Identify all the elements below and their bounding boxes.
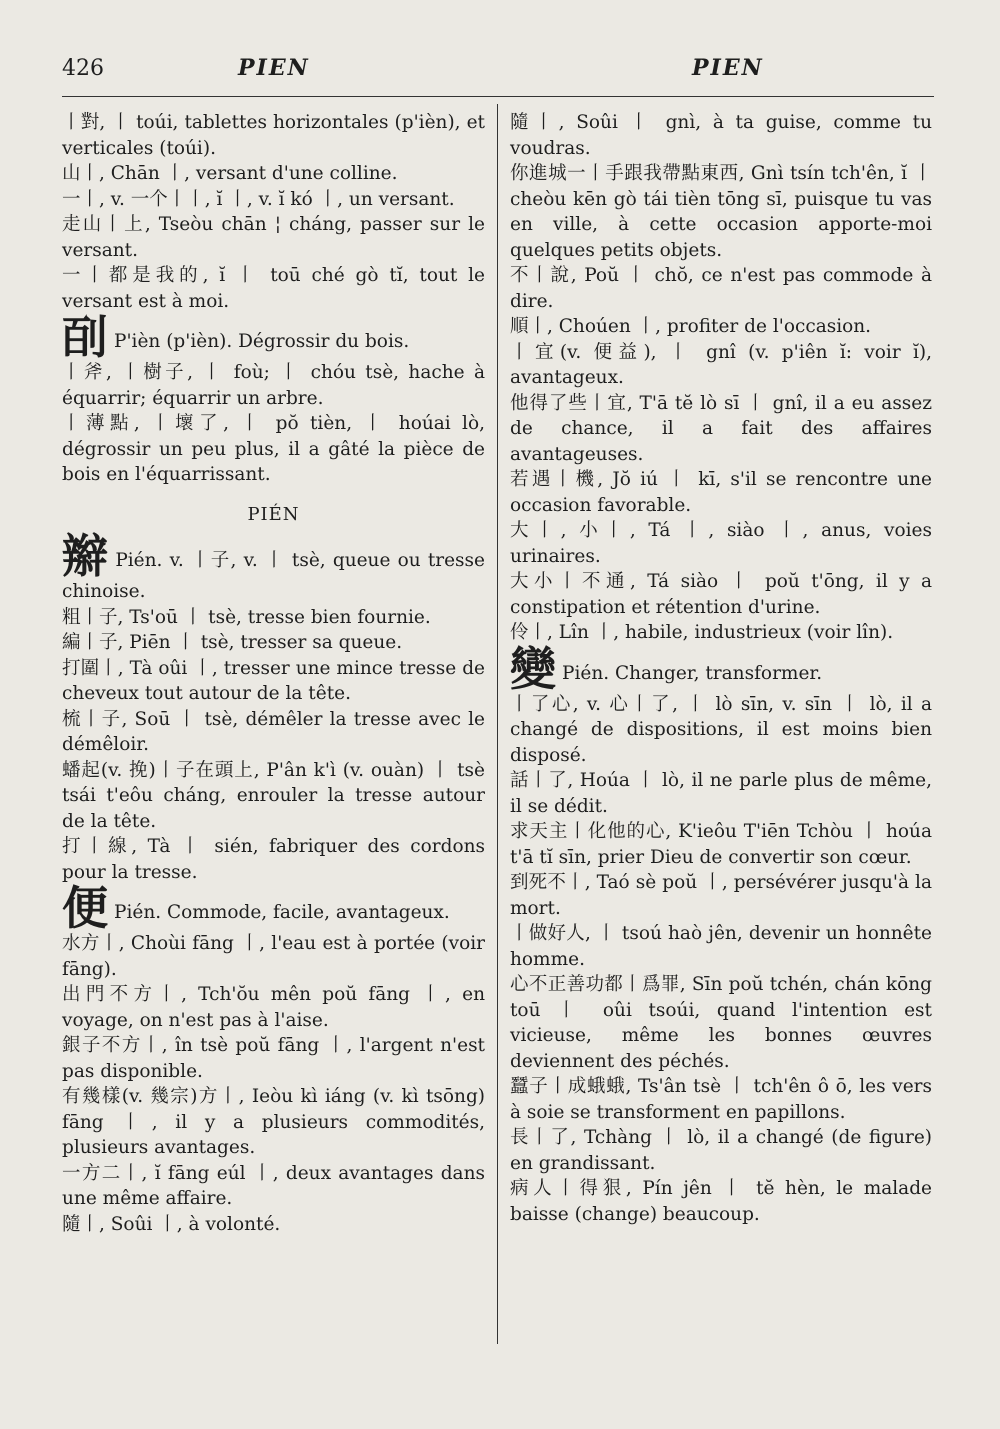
headword-entry xyxy=(62,881,485,935)
dictionary-entry: 一丨, v. 一个丨丨, ĭ 丨, v. ĭ kó 丨, un versant. xyxy=(62,188,455,210)
section-heading: PIÉN xyxy=(247,503,300,525)
left-column xyxy=(62,110,485,1237)
dictionary-entry: 話丨了, Hoúa 丨 lò, il ne parle plus de même, il se dédit. xyxy=(510,770,932,817)
dictionary-entry: 打圍丨, Tà oûi 丨, tresser une mince tresse de cheveux tout autour de la tête. xyxy=(62,657,485,704)
dictionary-entry: 一丨都是我的, ĭ 丨 toū ché gò tĭ, tout le versant est à moi. xyxy=(62,265,485,312)
headword-character: 辮 xyxy=(62,529,110,583)
page-number: 426 xyxy=(62,56,104,81)
page-header xyxy=(0,52,1000,88)
dictionary-entry: 梳丨子, Soū 丨 tsè, démêler la tresse avec le démêloir. xyxy=(62,708,485,755)
dictionary-entry: 隨丨, Soûi 丨 gnì, à ta guise, comme tu voudras. xyxy=(510,112,932,159)
right-column xyxy=(510,110,932,1227)
dictionary-entry: 順丨, Choúen 丨, profiter de l'occasion. xyxy=(510,316,872,337)
dictionary-entry: 伶丨, Lîn 丨, habile, industrieux (voir lîn). xyxy=(510,622,894,643)
dictionary-entry: 丨了心, v. 心丨了, 丨 lò sīn, v. sīn 丨 lò, il a changé de dispositions, il est moins bien disposé. xyxy=(510,693,932,766)
dictionary-entry: 粗丨子, Ts'oū 丨 tsè, tresse bien fournie. xyxy=(62,606,431,628)
dictionary-entry: 到死不丨, Taó sè poŭ 丨, persévérer jusqu'à la mort. xyxy=(510,872,932,919)
headword-definition: Pién. Changer, transformer. xyxy=(562,662,823,684)
dictionary-entry: 一方二丨, ĭ fāng eúl 丨, deux avantages dans une même affaire. xyxy=(62,1162,485,1209)
dictionary-entry: 他得了些丨宜, T'ā tĕ lò sī 丨 gnî, il a eu assez de chance, il a fait des affaires avantageuses. xyxy=(510,392,932,465)
dictionary-entry: 丨對, 丨 toúi, tablettes horizontales (p'ièn), et verticales (toúi). xyxy=(62,112,485,159)
dictionary-entry: 有幾樣(v. 幾宗)方丨, Ieòu kì iáng (v. kì tsōng) fāng 丨, il y a plusieurs commodités, plusieurs avantages. xyxy=(62,1086,485,1158)
header-rule xyxy=(62,96,934,97)
dictionary-entry: 銀子不方丨, în tsè poŭ fāng 丨, l'argent n'est pas disponible. xyxy=(62,1035,485,1082)
running-head-right: PIEN xyxy=(692,55,764,81)
dictionary-entry: 長丨了, Tchàng 丨 lò, il a changé (de figure) en grandissant. xyxy=(510,1127,932,1174)
headword-entry xyxy=(62,529,485,605)
dictionary-entry: 打丨線, Tà 丨 sién, fabriquer des cordons pour la tresse. xyxy=(62,836,485,883)
dictionary-entry: 丨薄點, 丨壞了, 丨 pŏ tièn, 丨 hoúai lò, dégrossir un peu plus, il a gâté la pièce de bois en l'équarrissant. xyxy=(62,413,485,485)
dictionary-entry: 蠶子丨成蛾蛾, Ts'ân tsè 丨 tch'ên ô ō, les vers à soie se transforment en papillons. xyxy=(510,1076,932,1123)
dictionary-entry: 蟠起(v. 挽)丨子在頭上, P'ân k'ì (v. ouàn) 丨 tsè tsái t'eôu cháng, enrouler la tresse autour de la tête. xyxy=(62,759,485,832)
dictionary-entry: 丨做好人, 丨 tsoú haò jên, devenir un honnête homme. xyxy=(510,923,932,970)
dictionary-entry: 病人丨得狠, Pín jên 丨 tĕ hèn, le malade baisse (change) beaucoup. xyxy=(510,1178,932,1225)
dictionary-entry: 丨斧, 丨樹子, 丨 foù; 丨 chóu tsè, hache à équarrir; équarrir un arbre. xyxy=(62,362,485,409)
dictionary-entry: 山丨, Chān 丨, versant d'une colline. xyxy=(62,163,398,184)
dictionary-entry: 水方丨, Choùi fāng 丨, l'eau est à portée (voir fāng). xyxy=(62,933,485,980)
headword-definition: P'ièn (p'ièn). Dégrossir du bois. xyxy=(114,331,410,352)
dictionary-entry: 不丨說, Poŭ 丨 chŏ, ce n'est pas commode à dire. xyxy=(510,265,932,312)
dictionary-entry: 大丨, 小丨, Tá 丨, siào 丨, anus, voies urinaires. xyxy=(510,520,932,567)
headword-definition: Pién. v. 丨子, v. 丨 tsè, queue ou tresse chinoise. xyxy=(62,550,485,602)
dictionary-entry: 走山丨上, Tseòu chān ¦ cháng, passer sur le versant. xyxy=(62,214,485,261)
headword-character: 變 xyxy=(510,641,556,696)
headword-entry xyxy=(510,641,932,696)
dictionary-entry: 丨宜(v. 便益), 丨 gnî (v. p'iên ĭ: voir ĭ), avantageux. xyxy=(510,341,932,388)
headword-entry xyxy=(62,310,485,364)
dictionary-entry: 求天主丨化他的心, K'ieôu T'iēn Tchòu 丨 hoúa t'ā tĭ sīn, prier Dieu de convertir son cœur. xyxy=(510,821,932,868)
column-divider xyxy=(497,104,498,1344)
dictionary-entry: 出門不方丨, Tch'ŏu mên poŭ fāng 丨, en voyage, on n'est pas à l'aise. xyxy=(62,984,485,1031)
dictionary-entry: 大小丨不通, Tá siào 丨 poŭ t'ōng, il y a constipation et rétention d'urine. xyxy=(510,571,932,618)
headword-character: 便 xyxy=(62,881,108,935)
dictionary-entry: 心不正善功都丨爲罪, Sīn poŭ tchén, chán kōng toū 丨 oûi tsoúi, quand l'intention est vicieuse, même les bonnes œuvres deviennent des péchés. xyxy=(510,974,932,1072)
running-head-left: PIEN xyxy=(238,55,310,81)
dictionary-entry: 隨丨, Soûi 丨, à volonté. xyxy=(62,1213,281,1235)
headword-character: 㓦 xyxy=(62,310,108,364)
dictionary-entry: 你進城一丨手跟我帶點東西, Gnì tsín tch'ên, ĭ 丨 cheòu kēn gò tái tièn tōng sī, puisque tu vas en ville, à cette occasion apporte-moi quelques petits objets. xyxy=(510,163,932,261)
dictionary-entry: 若遇丨機, Jŏ iú 丨 kī, s'il se rencontre une occasion favorable. xyxy=(510,469,932,516)
headword-definition: Pién. Commode, facile, avantageux. xyxy=(114,902,450,923)
dictionary-entry: 編丨子, Piēn 丨 tsè, tresser sa queue. xyxy=(62,632,403,653)
